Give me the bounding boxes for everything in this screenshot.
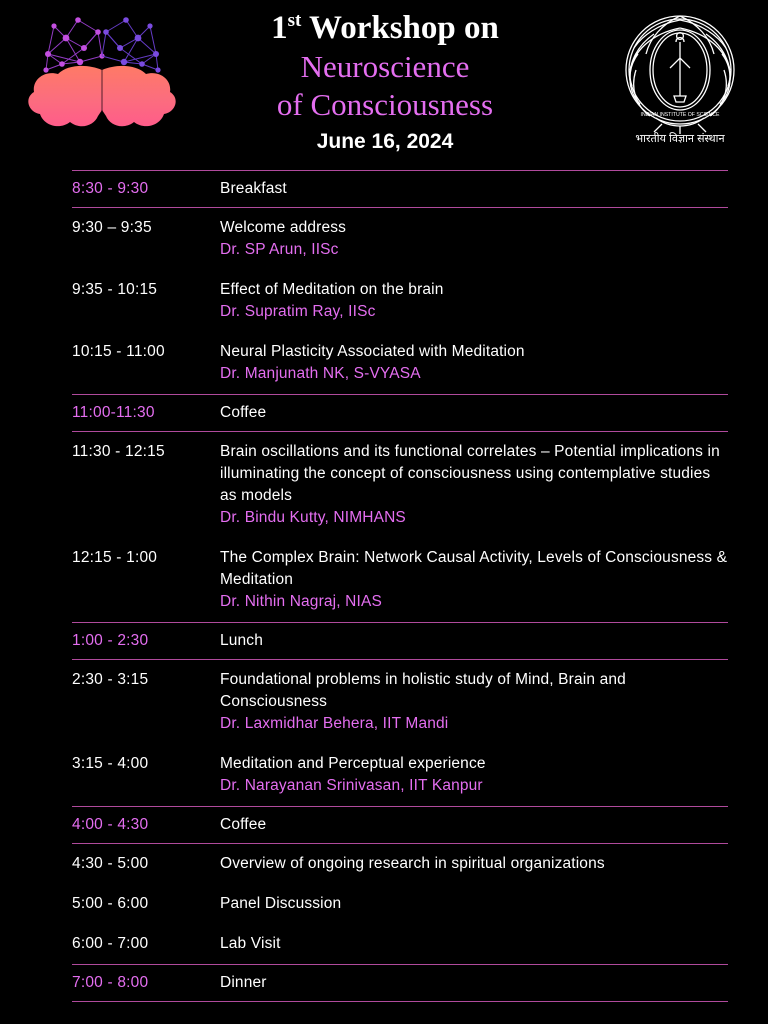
- schedule-row: [72, 884, 728, 924]
- schedule-content: [220, 630, 728, 652]
- poster-header: [0, 0, 768, 168]
- poster-title-line-2: Neuroscience: [300, 48, 470, 84]
- schedule-row: [72, 332, 728, 394]
- schedule-row: [72, 208, 728, 270]
- poster-title-block: [190, 10, 580, 154]
- workshop-ordinal: 1: [271, 10, 288, 46]
- schedule-speaker: Dr. Laxmidhar Behera, IIT Mandi: [220, 715, 449, 732]
- schedule-time: 3:15 - 4:00: [72, 755, 149, 772]
- schedule-row: [72, 432, 728, 538]
- schedule-break-row: [72, 964, 728, 1002]
- schedule-title: Effect of Meditation on the brain: [220, 281, 444, 298]
- schedule-time: 11:00-11:30: [72, 404, 155, 421]
- schedule-title: Breakfast: [220, 180, 287, 197]
- schedule-content: [220, 547, 728, 613]
- poster-title-line-1: [190, 10, 580, 48]
- schedule-title: Panel Discussion: [220, 895, 342, 912]
- schedule-row: [72, 538, 728, 622]
- schedule-time: 5:00 - 6:00: [72, 895, 149, 912]
- schedule-title: Lab Visit: [220, 935, 281, 952]
- schedule-speaker: Dr. SP Arun, IISc: [220, 241, 339, 258]
- poster-title-line-3: of Consciousness: [276, 86, 494, 122]
- schedule-content: [220, 178, 728, 200]
- schedule-time: 2:30 - 3:15: [72, 671, 149, 688]
- schedule-title: Welcome address: [220, 219, 347, 236]
- schedule-speaker: Dr. Narayanan Srinivasan, IIT Kanpur: [220, 777, 483, 794]
- schedule-time: 9:30 – 9:35: [72, 219, 152, 236]
- schedule-content: [220, 814, 728, 836]
- schedule-table: [72, 170, 728, 1002]
- schedule-speaker: Dr. Manjunath NK, S-VYASA: [220, 365, 421, 382]
- schedule-time: 10:15 - 11:00: [72, 343, 165, 360]
- schedule-title: Brain oscillations and its functional correlates – Potential implications in illuminating the concept of consciousness using contemplative studies as models: [220, 443, 720, 504]
- schedule-content: [220, 753, 728, 797]
- schedule-content: [220, 217, 728, 261]
- schedule-speaker: Dr. Bindu Kutty, NIMHANS: [220, 509, 406, 526]
- schedule-time: 11:30 - 12:15: [72, 443, 165, 460]
- schedule-time: 12:15 - 1:00: [72, 549, 158, 566]
- schedule-row: [72, 660, 728, 744]
- poster-date: June 16, 2024: [316, 129, 454, 153]
- schedule-time: 4:30 - 5:00: [72, 855, 149, 872]
- schedule-content: [220, 441, 728, 529]
- schedule-content: [220, 402, 728, 424]
- schedule-break-row: [72, 622, 728, 660]
- schedule-break-row: [72, 394, 728, 432]
- schedule-speaker: Dr. Supratim Ray, IISc: [220, 303, 376, 320]
- iisc-logo-icon: [610, 8, 750, 148]
- schedule-time: 8:30 - 9:30: [72, 180, 149, 197]
- schedule-time: 4:00 - 4:30: [72, 816, 149, 833]
- schedule-row: [72, 844, 728, 884]
- schedule-speaker: Dr. Nithin Nagraj, NIAS: [220, 593, 382, 610]
- schedule-content: [220, 341, 728, 385]
- schedule-title: Foundational problems in holistic study of Mind, Brain and Consciousness: [220, 671, 626, 710]
- schedule-time: 1:00 - 2:30: [72, 632, 149, 649]
- schedule-break-row: [72, 170, 728, 208]
- schedule-title: Dinner: [220, 974, 267, 991]
- schedule-title: Meditation and Perceptual experience: [220, 755, 486, 772]
- iisc-hindi-text: भारतीय विज्ञान संस्थान: [635, 133, 725, 145]
- schedule-content: [220, 669, 728, 735]
- schedule-break-row: [72, 806, 728, 844]
- schedule-time: 9:35 - 10:15: [72, 281, 158, 298]
- brain-network-icon: [18, 8, 186, 136]
- schedule-title: Overview of ongoing research in spiritual organizations: [220, 855, 605, 872]
- schedule-title: Coffee: [220, 404, 267, 421]
- workshop-ordinal-suffix: st: [287, 10, 302, 31]
- schedule-time: 7:00 - 8:00: [72, 974, 149, 991]
- iisc-ring-text: INDIAN INSTITUTE OF SCIENCE: [640, 112, 720, 118]
- schedule-title: Neural Plasticity Associated with Meditation: [220, 343, 525, 360]
- schedule-row: [72, 744, 728, 806]
- schedule-title: Coffee: [220, 816, 267, 833]
- schedule-content: [220, 893, 728, 915]
- schedule-content: [220, 972, 728, 994]
- schedule-row: [72, 924, 728, 964]
- schedule-title: The Complex Brain: Network Causal Activity, Levels of Consciousness & Meditation: [220, 549, 728, 588]
- schedule-content: [220, 853, 728, 875]
- schedule-content: [220, 279, 728, 323]
- schedule-title: Lunch: [220, 632, 263, 649]
- schedule-time: 6:00 - 7:00: [72, 935, 149, 952]
- workshop-title-main: Workshop on: [309, 10, 499, 46]
- schedule-content: [220, 933, 728, 955]
- schedule-row: [72, 270, 728, 332]
